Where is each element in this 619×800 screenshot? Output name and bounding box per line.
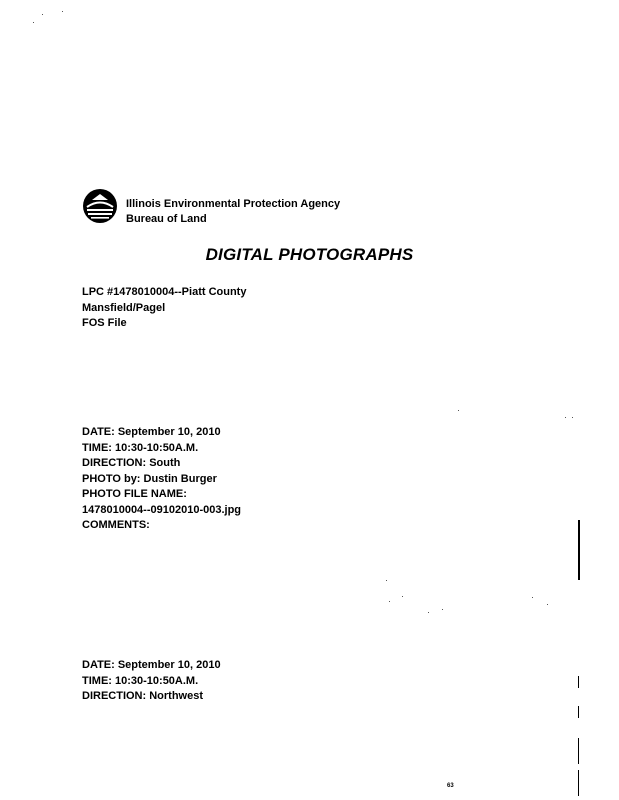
scan-speck: [572, 417, 573, 418]
photo-date: DATE: September 10, 2010: [82, 426, 221, 438]
scan-edge-line: [578, 738, 579, 764]
scan-speck: [386, 580, 387, 581]
bureau-name: Bureau of Land: [126, 213, 207, 225]
scan-speck: [402, 596, 403, 597]
photo-time: TIME: 10:30-10:50A.M.: [82, 674, 199, 687]
photo-direction: DIRECTION: South: [82, 457, 181, 469]
lpc-number: LPC #1478010004--Piatt County: [82, 286, 247, 298]
scan-speck: [428, 612, 429, 613]
scan-speck: [33, 22, 34, 23]
page-number: 63: [447, 783, 454, 789]
photographer: PHOTO by: Dustin Burger: [82, 472, 217, 485]
scan-speck: [458, 410, 459, 411]
scan-speck: [389, 601, 390, 602]
photo-file-name-label: PHOTO FILE NAME:: [82, 488, 187, 500]
scan-edge-line: [578, 676, 579, 688]
agency-name: Illinois Environmental Protection Agency: [126, 198, 341, 210]
site-location: Mansfield/Pagel: [82, 301, 166, 314]
agency-header: [126, 197, 340, 227]
scan-speck: [532, 597, 533, 598]
page-title: DIGITAL PHOTOGRAPHS: [205, 245, 414, 264]
site-info: [82, 285, 246, 332]
scan-speck: [565, 417, 566, 418]
scan-speck: [442, 609, 443, 610]
scan-speck: [42, 14, 43, 15]
illinois-epa-logo-icon: [82, 188, 118, 224]
photo-date: DATE: September 10, 2010: [82, 659, 221, 671]
photo-record-2: [82, 658, 221, 705]
photo-direction: DIRECTION: Northwest: [82, 690, 203, 702]
comments-label: COMMENTS:: [82, 519, 150, 531]
scan-speck: [547, 604, 548, 605]
scan-speck: [62, 11, 63, 12]
photo-time: TIME: 10:30-10:50A.M.: [82, 441, 199, 454]
scan-edge-line: [578, 520, 580, 580]
scan-edge-line: [578, 706, 579, 718]
photo-record-1: [82, 425, 241, 534]
scan-edge-line: [578, 770, 579, 796]
file-type: FOS File: [82, 317, 127, 329]
photo-file-name: 1478010004--09102010-003.jpg: [82, 503, 242, 516]
